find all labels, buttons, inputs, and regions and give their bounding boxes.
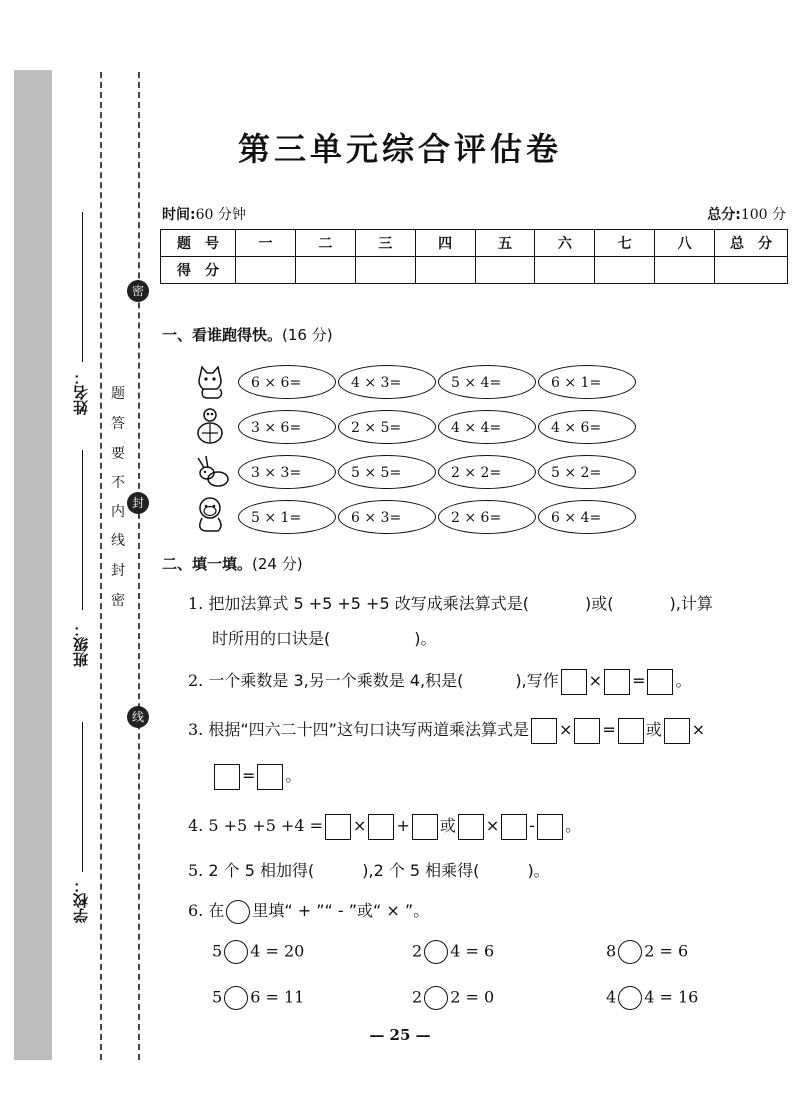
question-number: 6. bbox=[188, 901, 204, 920]
operator-equation bbox=[606, 940, 688, 964]
cut-line-outer bbox=[100, 72, 102, 1060]
answer-box[interactable] bbox=[531, 718, 557, 744]
time-value: 60 分钟 bbox=[195, 207, 246, 223]
operator-equation bbox=[212, 986, 304, 1010]
turtle-icon bbox=[190, 406, 230, 446]
question-1-line2 bbox=[212, 626, 437, 649]
time-info bbox=[162, 204, 246, 224]
score-cell[interactable] bbox=[655, 257, 715, 284]
time-label: 时间: bbox=[162, 207, 196, 223]
warning-char: 密 bbox=[111, 593, 125, 609]
operand: 2 bbox=[412, 941, 423, 961]
answer-box[interactable] bbox=[214, 764, 240, 790]
seal-char-feng: 封 bbox=[127, 492, 149, 514]
cut-line-inner bbox=[138, 72, 140, 1060]
total-label: 总分: bbox=[707, 207, 741, 223]
operator-circle[interactable] bbox=[224, 940, 248, 964]
warning-char: 题 bbox=[111, 386, 125, 402]
score-table bbox=[160, 229, 788, 284]
q5-text-b: ),2 个 5 相乘得( bbox=[362, 861, 480, 880]
total-info bbox=[707, 204, 786, 224]
binding-strip bbox=[14, 70, 52, 1060]
warning-char: 答 bbox=[111, 416, 125, 432]
q4-expression: 5 +5 +5 +4 = bbox=[208, 816, 324, 835]
q5-text-a: 2 个 5 相加得( bbox=[208, 861, 315, 880]
plus-sign: + bbox=[396, 816, 410, 835]
math-oval[interactable]: 2 × 2= bbox=[438, 455, 536, 489]
q1-text-d: 时所用的口诀是( bbox=[212, 629, 331, 648]
question-6 bbox=[188, 898, 429, 924]
score-cell[interactable] bbox=[236, 257, 296, 284]
operand: 8 bbox=[606, 941, 617, 961]
score-header-cell: 总 分 bbox=[715, 230, 788, 257]
rabbit-icon bbox=[190, 452, 230, 492]
minus-sign: - bbox=[529, 816, 536, 835]
answer-box[interactable] bbox=[458, 814, 484, 840]
question-number: 2. bbox=[188, 671, 204, 690]
q3-text-a: 根据“四六二十四”这句口诀写两道乘法算式是 bbox=[208, 720, 529, 739]
class-label: 班级： bbox=[72, 622, 90, 667]
answer-box[interactable] bbox=[574, 718, 600, 744]
score-header-cell: 五 bbox=[475, 230, 535, 257]
result: 2 = 0 bbox=[450, 987, 495, 1007]
operand: 4 bbox=[606, 987, 617, 1007]
score-value-row bbox=[161, 257, 788, 284]
answer-box[interactable] bbox=[647, 669, 673, 695]
operator-circle[interactable] bbox=[424, 986, 448, 1010]
result: 4 = 6 bbox=[450, 941, 495, 961]
math-oval[interactable]: 5 × 5= bbox=[338, 455, 436, 489]
q1-text-a: 把加法算式 5 +5 +5 +5 改写成乘法算式是( bbox=[208, 594, 529, 613]
answer-box[interactable] bbox=[325, 814, 351, 840]
section2-heading bbox=[162, 553, 303, 574]
math-oval[interactable]: 2 × 5= bbox=[338, 410, 436, 444]
math-oval[interactable]: 6 × 6= bbox=[238, 365, 336, 399]
or-text: 或 bbox=[439, 816, 456, 835]
page-number: — 25 — bbox=[369, 1026, 431, 1044]
question-5 bbox=[188, 858, 550, 881]
score-cell[interactable] bbox=[535, 257, 595, 284]
section2-points: (24 分) bbox=[252, 555, 303, 573]
question-number: 5. bbox=[188, 861, 204, 880]
section2-title: 二、填一填。 bbox=[162, 555, 253, 573]
operator-circle[interactable] bbox=[224, 986, 248, 1010]
question-number: 1. bbox=[188, 594, 204, 613]
times-sign: × bbox=[485, 816, 500, 835]
result: 6 = 11 bbox=[250, 987, 305, 1007]
answer-box[interactable] bbox=[664, 718, 690, 744]
operator-equation bbox=[212, 940, 304, 964]
times-sign: × bbox=[588, 671, 603, 690]
answer-box[interactable] bbox=[257, 764, 283, 790]
q2-text-b: ),写作 bbox=[515, 671, 559, 690]
score-header-cell: 四 bbox=[415, 230, 475, 257]
math-oval[interactable]: 4 × 6= bbox=[538, 410, 636, 444]
warning-char: 不 bbox=[111, 475, 125, 491]
score-cell[interactable] bbox=[415, 257, 475, 284]
answer-box[interactable] bbox=[412, 814, 438, 840]
cat-icon bbox=[190, 362, 230, 402]
question-3-line2 bbox=[212, 763, 301, 790]
score-header-cell: 六 bbox=[535, 230, 595, 257]
score-cell[interactable] bbox=[715, 257, 788, 284]
question-number: 4. bbox=[188, 816, 204, 835]
q6-text-b: 里填“ + ”“ - ”或“ × ”。 bbox=[252, 901, 430, 920]
score-cell[interactable] bbox=[595, 257, 655, 284]
math-oval[interactable]: 5 × 4= bbox=[438, 365, 536, 399]
monkey-icon bbox=[190, 494, 230, 534]
math-oval[interactable]: 3 × 6= bbox=[238, 410, 336, 444]
question-4 bbox=[188, 813, 581, 840]
equals-sign: = bbox=[242, 766, 256, 785]
math-oval[interactable]: 5 × 2= bbox=[538, 455, 636, 489]
question-1 bbox=[188, 591, 713, 614]
times-sign: × bbox=[691, 720, 706, 739]
operator-equation bbox=[606, 986, 698, 1010]
operand: 2 bbox=[412, 987, 423, 1007]
score-header-cell: 七 bbox=[595, 230, 655, 257]
result: 4 = 16 bbox=[644, 987, 699, 1007]
question-3 bbox=[188, 717, 705, 744]
math-oval[interactable]: 4 × 3= bbox=[338, 365, 436, 399]
result: 2 = 6 bbox=[644, 941, 689, 961]
equals-sign: = bbox=[632, 671, 646, 690]
q2-text-a: 一个乘数是 3,另一个乘数是 4,积是( bbox=[208, 671, 464, 690]
q5-text-c: )。 bbox=[527, 861, 550, 880]
total-value: 100 分 bbox=[740, 207, 786, 223]
warning-char: 线 bbox=[111, 533, 125, 549]
math-oval[interactable]: 5 × 1= bbox=[238, 500, 336, 534]
score-cell[interactable] bbox=[355, 257, 415, 284]
section1-heading bbox=[162, 324, 333, 345]
question-number: 3. bbox=[188, 720, 204, 739]
warning-char: 要 bbox=[111, 446, 125, 462]
school-blank-line bbox=[82, 722, 83, 872]
operand: 5 bbox=[212, 987, 223, 1007]
answer-box[interactable] bbox=[618, 718, 644, 744]
page-title: 第三单元综合评估卷 bbox=[237, 130, 562, 168]
operator-equation bbox=[412, 940, 494, 964]
operator-circle[interactable] bbox=[618, 986, 642, 1010]
answer-box[interactable] bbox=[604, 669, 630, 695]
score-header-cell: 题 号 bbox=[161, 230, 236, 257]
operator-equation bbox=[412, 986, 494, 1010]
score-header-cell: 三 bbox=[355, 230, 415, 257]
seal-char-mi: 密 bbox=[127, 280, 149, 302]
warning-char: 封 bbox=[111, 563, 125, 579]
q1-text-b: )或( bbox=[584, 594, 614, 613]
answer-box[interactable] bbox=[561, 669, 587, 695]
q2-end: 。 bbox=[675, 671, 692, 690]
equals-sign: = bbox=[602, 720, 616, 739]
operator-circle[interactable] bbox=[618, 940, 642, 964]
operand: 5 bbox=[212, 941, 223, 961]
school-label: 学校： bbox=[72, 878, 90, 923]
answer-box[interactable] bbox=[537, 814, 563, 840]
score-header-cell: 二 bbox=[295, 230, 355, 257]
warning-char: 内 bbox=[111, 504, 125, 520]
q6-text-a: 在 bbox=[208, 901, 225, 920]
score-cell[interactable] bbox=[475, 257, 535, 284]
score-header-row bbox=[161, 230, 788, 257]
q1-text-c: ),计算 bbox=[669, 594, 713, 613]
score-row-label: 得 分 bbox=[161, 257, 236, 284]
answer-box[interactable] bbox=[501, 814, 527, 840]
math-oval[interactable]: 6 × 3= bbox=[338, 500, 436, 534]
math-oval[interactable]: 6 × 4= bbox=[538, 500, 636, 534]
score-header-cell: 八 bbox=[655, 230, 715, 257]
score-cell[interactable] bbox=[295, 257, 355, 284]
times-sign: × bbox=[558, 720, 573, 739]
name-blank-line bbox=[82, 212, 83, 362]
math-oval[interactable]: 3 × 3= bbox=[238, 455, 336, 489]
q3-end: 。 bbox=[285, 766, 302, 785]
question-2 bbox=[188, 668, 691, 695]
q1-text-e: )。 bbox=[414, 629, 437, 648]
score-header-cell: 一 bbox=[236, 230, 296, 257]
seal-char-xian: 线 bbox=[127, 706, 149, 728]
section1-points: (16 分) bbox=[282, 326, 333, 344]
name-label: 姓名： bbox=[72, 370, 90, 415]
class-blank-line bbox=[82, 450, 83, 610]
math-oval[interactable]: 6 × 1= bbox=[538, 365, 636, 399]
answer-box[interactable] bbox=[368, 814, 394, 840]
q4-end: 。 bbox=[565, 816, 582, 835]
math-oval[interactable]: 2 × 6= bbox=[438, 500, 536, 534]
or-text: 或 bbox=[645, 720, 662, 739]
result: 4 = 20 bbox=[250, 941, 305, 961]
operator-circle bbox=[226, 900, 250, 924]
times-sign: × bbox=[353, 816, 367, 835]
math-oval[interactable]: 4 × 4= bbox=[438, 410, 536, 444]
operator-circle[interactable] bbox=[424, 940, 448, 964]
section1-title: 一、看谁跑得快。 bbox=[162, 326, 283, 344]
